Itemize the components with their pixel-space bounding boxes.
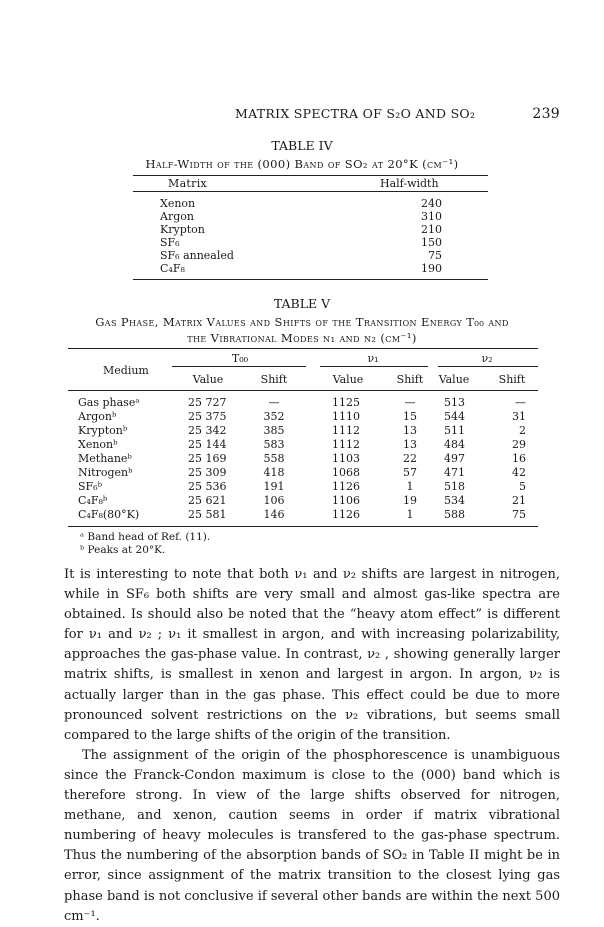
table4-label: TABLE IV [271, 138, 333, 153]
table5-cell: 1 [406, 480, 414, 493]
paragraph-1: It is interesting to note that both ν₁ and ν₂ shifts are largest in nitrogen, while in SF₆ both shifts are very small and almost gas-like spectra are obtained. Is should also be noted that the “heavy atom effect” is different for ν₁ and ν₂ ; ν₁ it smallest in argon, and with increasing polarizability, approaches the gas-phase value. In contrast, ν₂ , showing generally larger matrix shifts, is smallest in xenon and largest in argon. In argon, ν₂ is actually larger than in the gas phase. This effect could be due to more pronounced solvent restrictions on the ν₂ vibrations, but seems small compared to the large shifts of the origin of the transition. [64, 567, 560, 743]
table4-cell: 190 [421, 262, 442, 275]
table5-cell: 583 [263, 438, 285, 451]
table5-cell: 25 342 [188, 424, 227, 437]
table4-header-matrix: Matrix [168, 177, 208, 190]
table5-cell: 1112 [332, 424, 360, 437]
table5-cell: 518 [444, 480, 465, 493]
table5-label: TABLE V [273, 296, 331, 311]
table5-subheader: Value [438, 373, 470, 386]
table5-cell: 1106 [332, 494, 360, 507]
table5-cell: 16 [512, 452, 526, 465]
table5-cell: 484 [444, 438, 465, 451]
table4-cell: 310 [421, 210, 442, 223]
table4-cell: Argon [160, 210, 194, 223]
table4-header-halfwidth: Half-width [380, 177, 439, 190]
table5-cell-medium: SF₆ᵇ [78, 480, 102, 493]
table5-title-line1: Gas Phase, Matrix Values and Shifts of the Transition Energy T₀₀ and [95, 315, 509, 329]
table5-top-rule [68, 348, 538, 349]
table5-cell: 25 581 [188, 508, 227, 521]
table5-subheader: Shift [396, 373, 424, 386]
table5-cell: 511 [444, 424, 465, 437]
table5-cell: 146 [263, 508, 285, 521]
table4-cell: SF₆ [160, 236, 180, 249]
table5-cell: 57 [403, 466, 417, 479]
table4-cell: Krypton [160, 223, 205, 236]
table5-cell: — [404, 396, 416, 409]
table4-cell: 240 [421, 197, 442, 210]
table5-cell: 385 [263, 424, 285, 437]
body-text [64, 565, 560, 927]
table5-cell: 25 727 [188, 396, 227, 409]
table5-cell: 2 [519, 424, 526, 437]
table5-cell: 31 [512, 410, 526, 423]
table5-cell: 1126 [332, 480, 360, 493]
table5-cell: 1103 [332, 452, 360, 465]
table5-cell: 497 [444, 452, 465, 465]
table5-cell: 558 [263, 452, 285, 465]
page-number: 239 [532, 106, 560, 122]
table5-subheader: Value [332, 373, 364, 386]
table5-cell: 352 [263, 410, 285, 423]
paragraph-2: The assignment of the origin of the phosphorescence is unambiguous since the Franck-Condon maximum is close to the (000) band which is therefore strong. In view of the large shifts observed for nitrogen, methane, and xenon, caution seems in order if matrix vibrational numbering of heavy molecules is transfered to the gas-phase spectrum. Thus the numbering of the absorption bands of SO₂ in Table II might be in error, since assignment of the matrix transition to the closest lying gas phase band is not conclusive if several other bands are within the next 500 cm⁻¹. [64, 747, 560, 924]
table5-cell: — [268, 396, 280, 409]
table4-top-rule [133, 175, 488, 176]
table5-cell: 1126 [332, 508, 360, 521]
table5-cell: 13 [403, 438, 417, 451]
table5-cell: 544 [444, 410, 465, 423]
running-head-title: MATRIX SPECTRA OF S₂O AND SO₂ [235, 106, 476, 121]
table5-cell: 1125 [332, 396, 360, 409]
table5-cell: 1112 [332, 438, 360, 451]
table5-group-t00: T₀₀ [231, 352, 249, 365]
table5-footnote-a: ᵃ Band head of Ref. (11). [80, 531, 211, 543]
table5-cell: 5 [519, 480, 526, 493]
table5-header-medium: Medium [103, 364, 149, 377]
table5-cell: 29 [512, 438, 526, 451]
table5-header-rule [68, 390, 538, 391]
table4-bottom-rule [133, 279, 488, 280]
table5-cell-medium: C₄F₈(80°K) [78, 508, 140, 521]
table5-cell: 21 [512, 494, 526, 507]
table4-cell: Xenon [160, 197, 196, 210]
table4-cell: 210 [421, 223, 442, 236]
table5-footnote-b: ᵇ Peaks at 20°K. [80, 544, 166, 556]
table5-cell: 534 [444, 494, 465, 507]
table4-cell: 75 [428, 249, 442, 262]
table5-subheader: Value [192, 373, 224, 386]
table5-cell: 19 [403, 494, 417, 507]
table5-cell: 22 [403, 452, 417, 465]
table5-cell: 1 [406, 508, 414, 521]
table5-span-rule-v2 [438, 366, 538, 367]
table5-subheader: Shift [260, 373, 288, 386]
table5-group-v2: ν₂ [481, 352, 493, 365]
table5-title-line2: the Vibrational Modes ν₁ and ν₂ (cm⁻¹) [187, 331, 417, 345]
table5-cell: 25 536 [188, 480, 227, 493]
table5-cell-medium: Nitrogenᵇ [78, 466, 133, 479]
table5-group-v1: ν₁ [367, 352, 379, 365]
table5-cell-medium: Kryptonᵇ [78, 424, 128, 437]
table5-subheader: Shift [498, 373, 526, 386]
table4-cell: C₄F₈ [160, 262, 185, 275]
table5-cell: 106 [263, 494, 285, 507]
table5-cell-medium: Xenonᵇ [78, 438, 118, 451]
table5-cell: 13 [403, 424, 417, 437]
table5-cell-medium: Argonᵇ [78, 410, 117, 423]
table5-cell: 471 [444, 466, 465, 479]
table5-bottom-rule [68, 526, 538, 527]
table5-cell: 75 [512, 508, 526, 521]
table5-cell-medium: C₄F₈ᵇ [78, 494, 108, 507]
table5-cell: 25 375 [188, 410, 227, 423]
table5-span-rule-t00 [172, 366, 306, 367]
table4-header-rule [133, 191, 488, 192]
table5-cell: 15 [403, 410, 417, 423]
table5-cell: 25 621 [188, 494, 227, 507]
table5-cell: 191 [263, 480, 285, 493]
table4-title: Half-Width of the (000) Band of SO₂ at 20°K (cm⁻¹) [145, 157, 459, 171]
table4-cell: 150 [421, 236, 442, 249]
table5-cell: 588 [444, 508, 465, 521]
table5-cell: — [515, 396, 526, 409]
table5-cell: 1068 [332, 466, 360, 479]
table5-cell: 42 [512, 466, 526, 479]
table5-cell: 513 [444, 396, 465, 409]
table5-cell-medium: Methaneᵇ [78, 452, 132, 465]
table5-cell: 25 144 [188, 438, 227, 451]
table5-cell: 25 169 [188, 452, 227, 465]
table5-cell: 25 309 [188, 466, 227, 479]
table5-cell-medium: Gas phaseᵃ [78, 396, 140, 409]
table5-cell: 1110 [332, 410, 360, 423]
table5-span-rule-v1 [320, 366, 428, 367]
table5-cell: 418 [263, 466, 285, 479]
table4-cell: SF₆ annealed [160, 249, 234, 262]
